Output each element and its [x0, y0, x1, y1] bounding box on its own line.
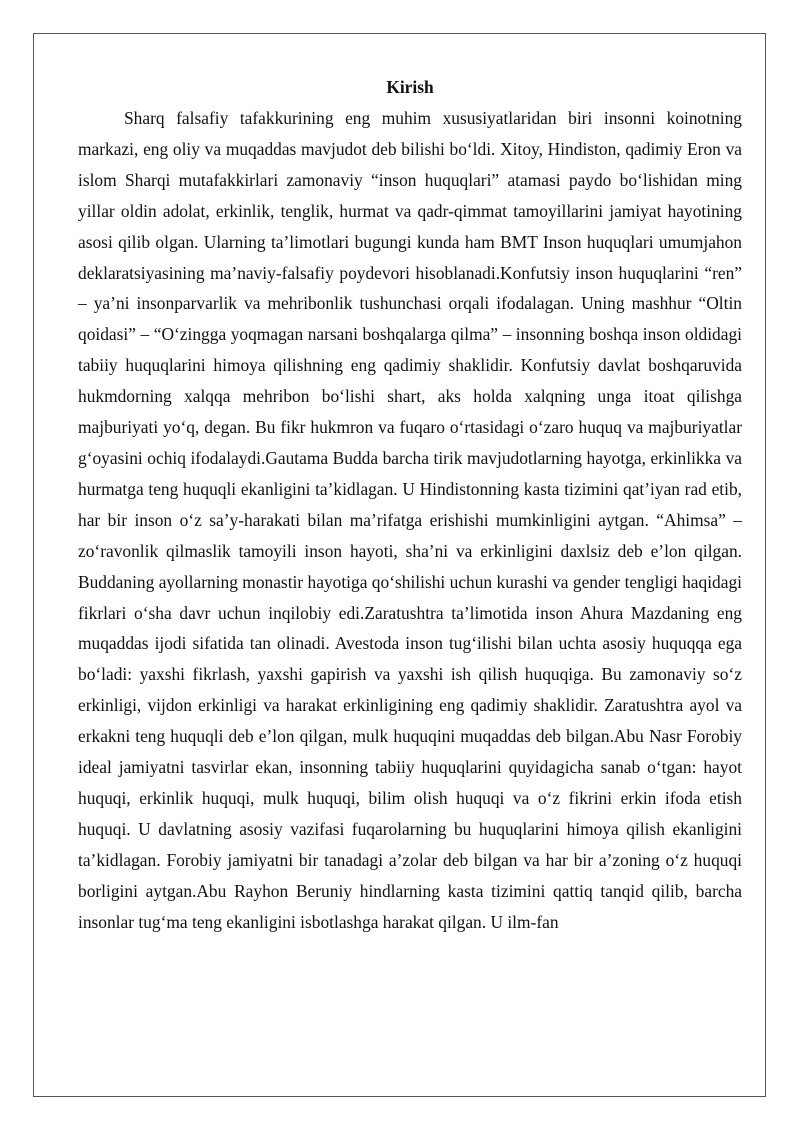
document-title: Kirish — [386, 77, 434, 97]
document-content — [78, 73, 742, 937]
body-paragraph: Sharq falsafiy tafakkurining eng muhim xususiyatlaridan biri insonni koinotning markazi, eng oliy va muqaddas mavjudot deb bilishi bo‘ldi. Xitoy, Hindiston, qadimiy Eron va islom Sharqi mutafakkirlari zamonaviy “inson huquqlari” atamasi paydo bo‘lishidan ming yillar oldin adolat, erkinlik, tenglik, hurmat va qadr-qimmat tamoyillarini jamiyat hayotining asosi qilib olgan. Ularning ta’limotlari bugungi kunda ham BMT Inson huquqlari umumjahon deklaratsiyasining ma’naviy-falsafiy poydevori hisoblanadi.Konfutsiy inson huquqlarini “ren” – ya’ni insonparvarlik va mehribonlik tushunchasi orqali ifodalagan. Uning mashhur “Oltin qoidasi” – “O‘zingga yoqmagan narsani boshqalarga qilma” – insonning boshqa inson oldidagi tabiiy huquqlarini himoya qilishning eng qadimiy shaklidir. Konfutsiy davlat boshqaruvida hukmdorning xalqqa mehribon bo‘lishi shart, aks holda xalqning unga itoat qilishga majburiyati yo‘q, degan. Bu fikr hukmron va fuqaro o‘rtasidagi o‘zaro huquq va majburiyatlar g‘oyasini ochiq ifodalaydi.Gautama Budda barcha tirik mavjudotlarning hayotga, erkinlikka va hurmatga teng huquqli ekanligini ta’kidlagan. U Hindistonning kasta tizimini qat’iyan rad etib, har bir inson o‘z sa’y-harakati bilan ma’rifatga erishishi mumkinligini aytgan. “Ahimsa” – zo‘ravonlik qilmaslik tamoyili inson hayoti, sha’ni va erkinligini daxlsiz deb e’lon qilgan. Buddaning ayollarning monastir hayotiga qo‘shilishi uchun kurashi va gender tengligi haqidagi fikrlari o‘sha davr uchun inqilobiy edi.Zaratushtra ta’limotida inson Ahura Mazdaning eng muqaddas ijodi sifatida tan olinadi. Avestoda inson tug‘ilishi bilan uchta asosiy huquqqa ega bo‘ladi: yaxshi fikrlash, yaxshi gapirish va yaxshi ish qilish huquqiga. Bu zamonaviy so‘z erkinligi, vijdon erkinligi va harakat erkinligining eng qadimiy shaklidir. Zaratushtra ayol va erkakni teng huquqli deb e’lon qilgan, mulk huquqini muqaddas deb bilgan.Abu Nasr Forobiy ideal jamiyatni tasvirlar ekan, insonning tabiiy huquqlarini quyidagicha sanab o‘tgan: hayot huquqi, erkinlik huquqi, mulk huquqi, bilim olish huquqi va o‘z fikrini erkin ifoda etish huquqi. U davlatning asosiy vazifasi fuqarolarning bu huquqlarini himoya qilish ekanligini ta’kidlagan. Forobiy jamiyatni bir tanadagi a’zolar deb bilgan va har bir a’zoning o‘z huquqi borligini aytgan.Abu Rayhon Beruniy hindlarning kasta tizimini qattiq tanqid qilib, barcha insonlar tug‘ma teng ekanligini isbotlashga harakat qilgan. U ilm-fan — [78, 108, 742, 932]
